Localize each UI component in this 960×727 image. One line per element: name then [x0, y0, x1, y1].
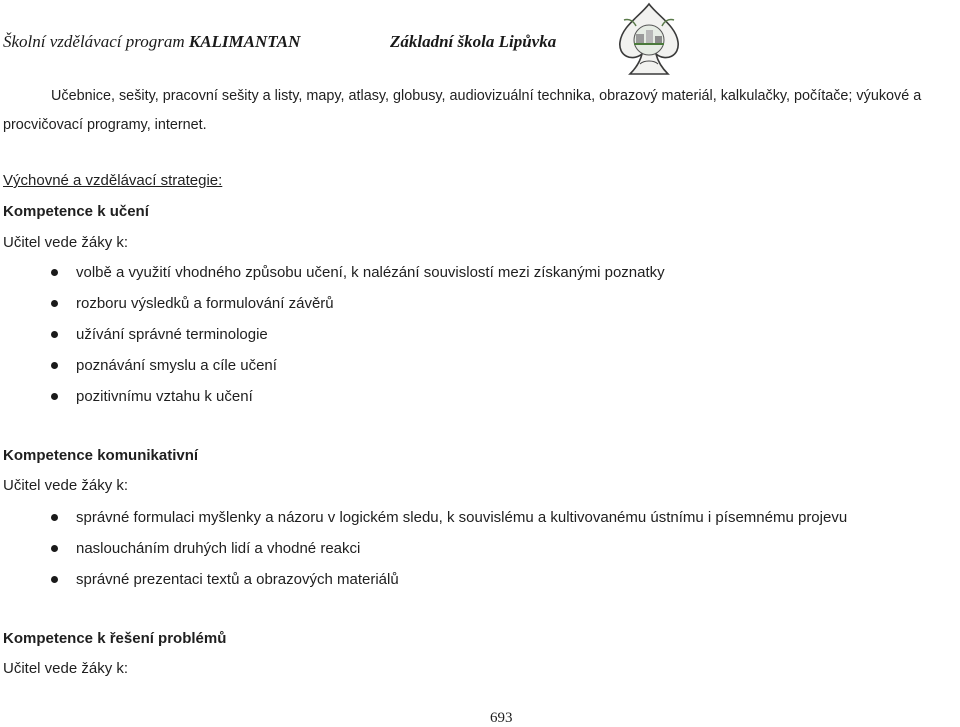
intro-line-1: Učebnice, sešity, pracovní sešity a listy, mapy, atlasy, globusy, audiovizuální technika, obrazový materiál, kalkulačky, počítače; výukové a: [51, 88, 922, 104]
bullet-icon: [51, 545, 58, 552]
competence-list: [0, 257, 960, 412]
list-item: nasloucháním druhých lidí a vhodné reakci: [0, 533, 960, 564]
section-title: Kompetence k učení: [3, 203, 149, 220]
section-title: Kompetence komunikativní: [3, 447, 199, 464]
school-emblem-icon: [610, 0, 688, 78]
program-title: [3, 32, 300, 52]
list-item: volbě a využití vhodného způsobu učení, k nalézání souvislostí mezi získanými poznatky: [0, 257, 960, 288]
bullet-icon: [51, 576, 58, 583]
bullet-icon: [51, 300, 58, 307]
section-lead: Učitel vede žáky k:: [3, 234, 129, 251]
list-item: poznávání smyslu a cíle učení: [0, 350, 960, 381]
list-item: rozboru výsledků a formulování závěrů: [0, 288, 960, 319]
list-item: správné prezentaci textů a obrazových materiálů: [0, 564, 960, 595]
bullet-icon: [51, 269, 58, 276]
bullet-icon: [51, 393, 58, 400]
competence-list: [0, 502, 960, 595]
program-prefix: Školní vzdělávací program: [3, 32, 189, 51]
bullet-icon: [51, 514, 58, 521]
list-item: správné formulaci myšlenky a názoru v logickém sledu, k souvislému a kultivovanému ústnímu i písemnému projevu: [0, 502, 960, 533]
page-number: 693: [490, 710, 513, 726]
strategies-heading: Výchovné a vzdělávací strategie:: [3, 172, 223, 189]
list-item: užívání správné terminologie: [0, 319, 960, 350]
school-title: Základní škola Lipůvka: [390, 32, 557, 51]
section-lead: Učitel vede žáky k:: [3, 477, 129, 494]
section-title: Kompetence k řešení problémů: [3, 630, 227, 647]
program-name: KALIMANTAN: [188, 32, 301, 51]
intro-line-2: procvičovací programy, internet.: [3, 117, 207, 133]
section-lead: Učitel vede žáky k:: [3, 660, 129, 677]
bullet-icon: [51, 331, 58, 338]
bullet-icon: [51, 362, 58, 369]
list-item: pozitivnímu vztahu k učení: [0, 381, 960, 412]
teaching-aids-paragraph: [3, 82, 959, 140]
